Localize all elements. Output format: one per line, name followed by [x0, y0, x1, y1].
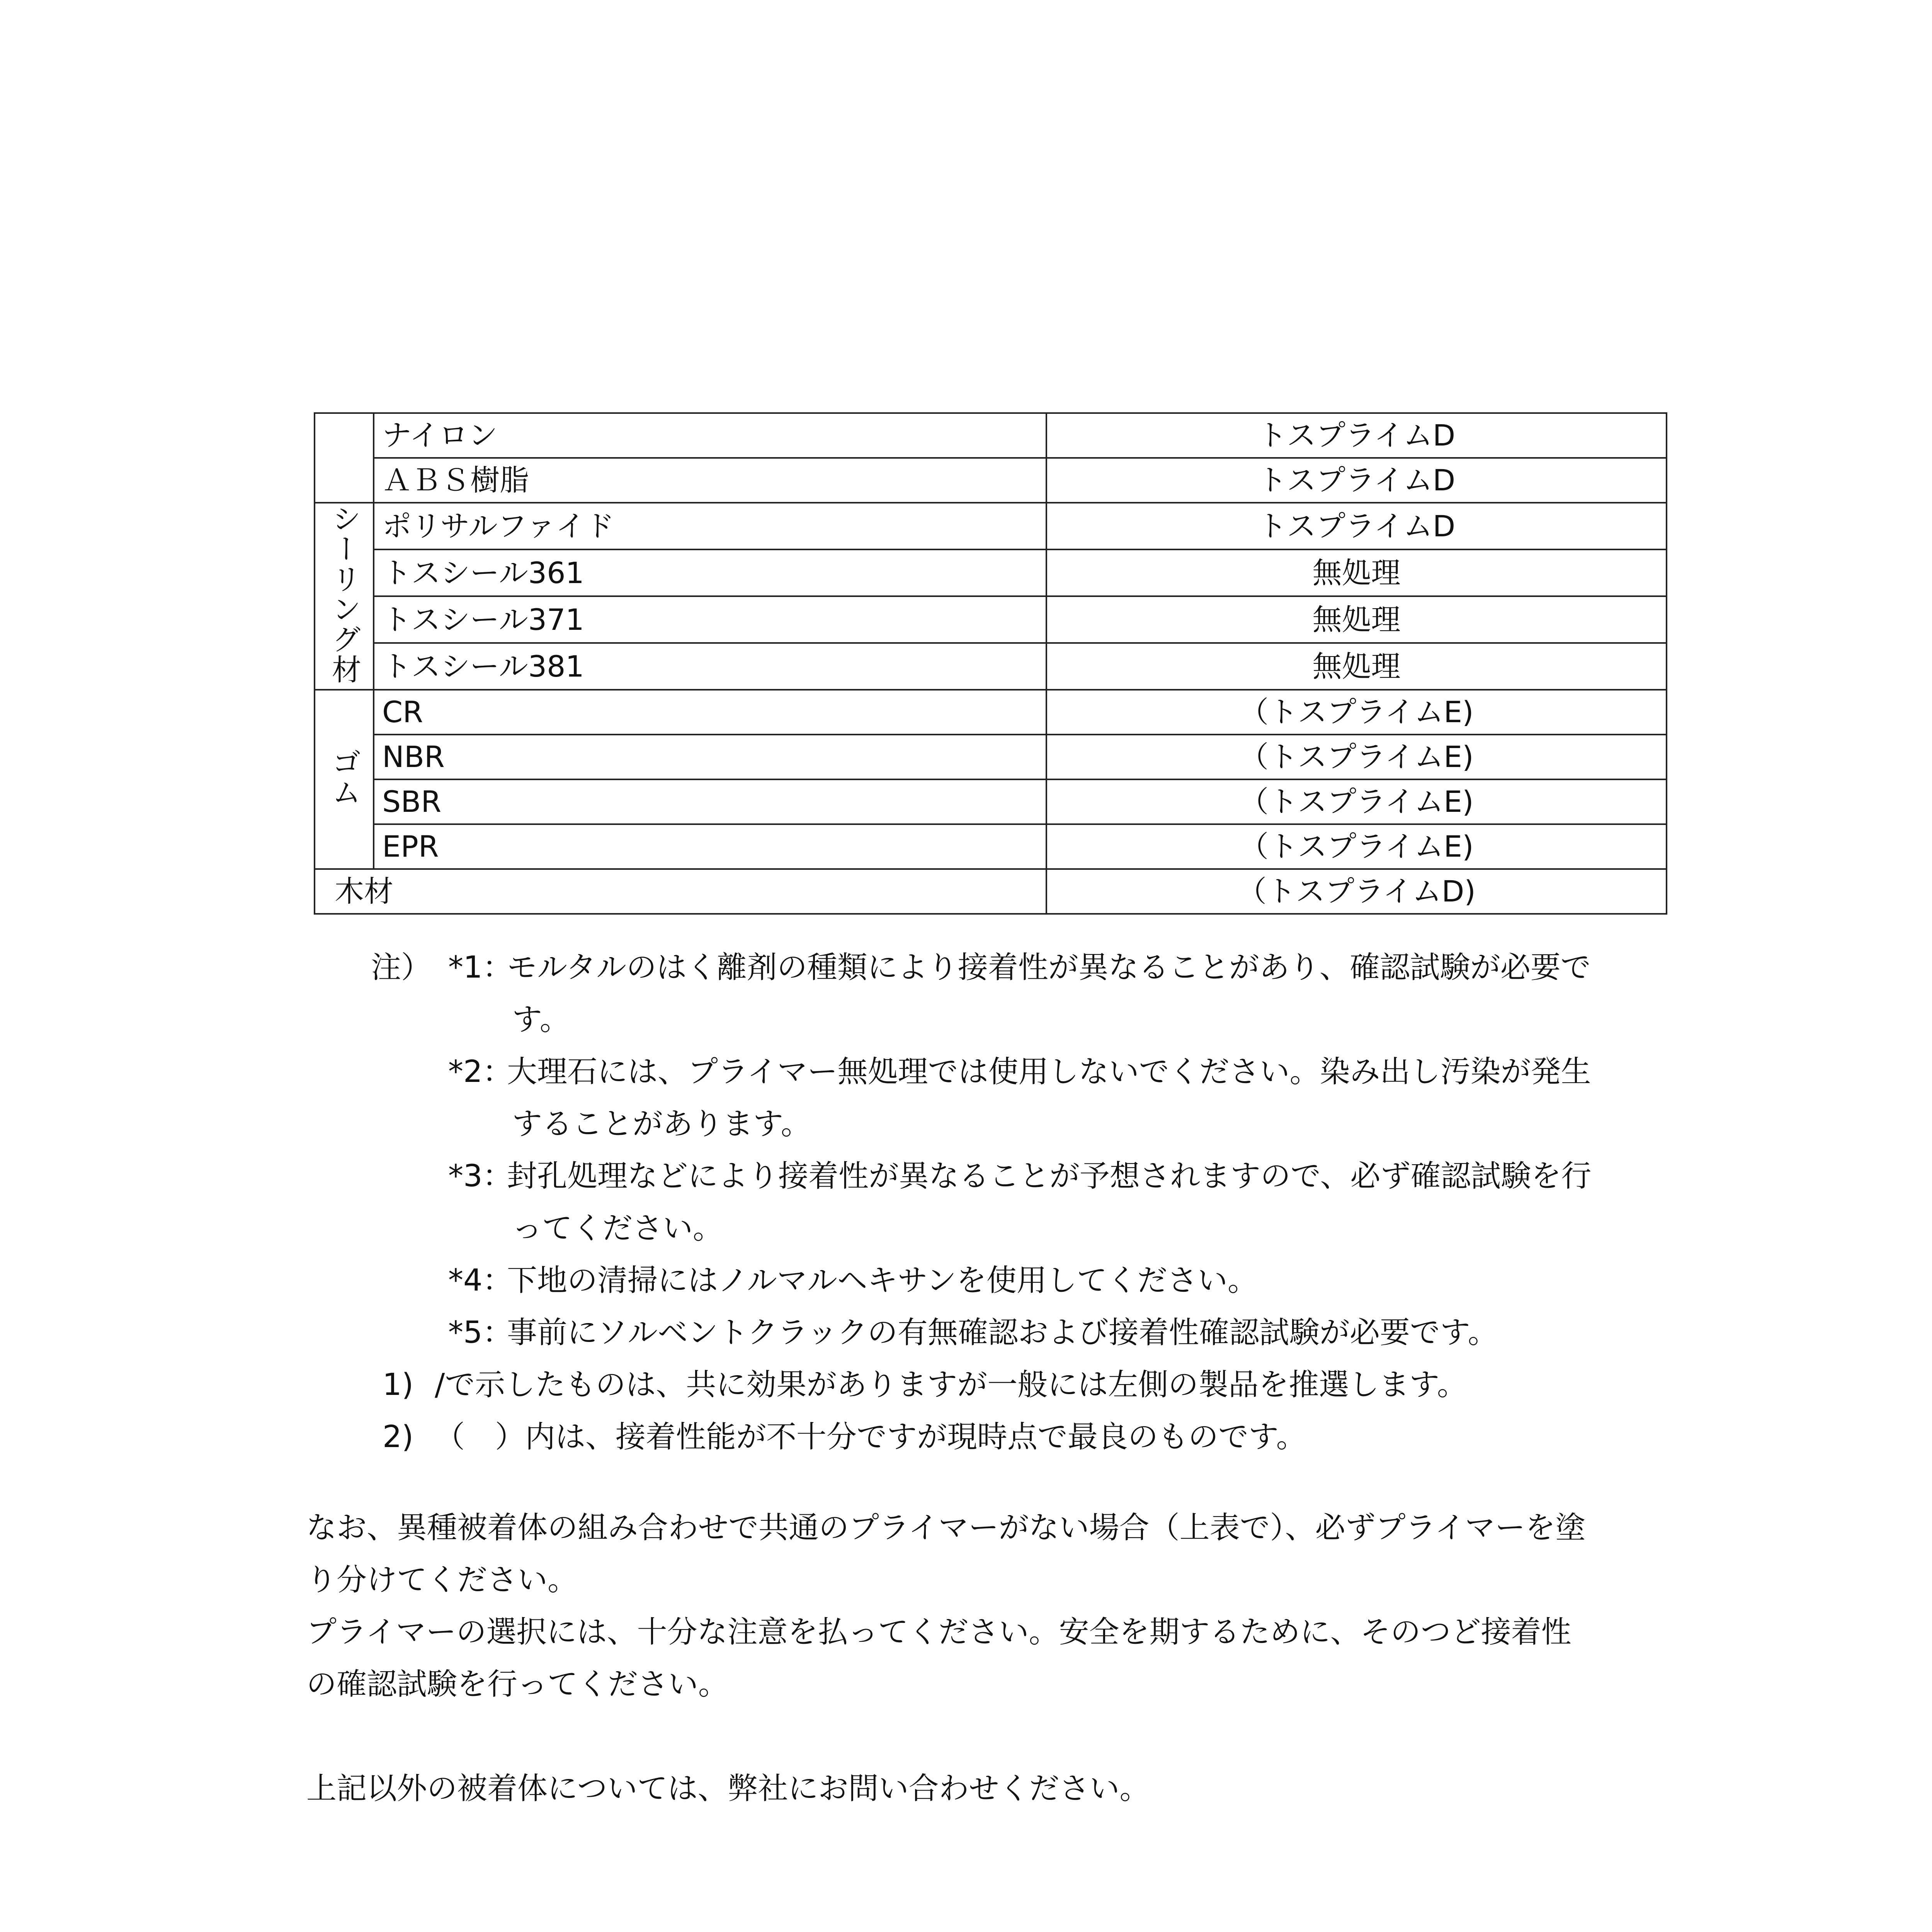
- note-text: 下地の清掃にはノルマルヘキサンを使用してください。: [507, 1263, 1258, 1298]
- primer-cell: （トスプライムE): [1046, 824, 1667, 869]
- table-row: [315, 549, 1667, 596]
- material-cell: ポリサルファイド: [374, 503, 1046, 549]
- table-row: [315, 458, 1667, 503]
- primer-cell: （トスプライムD): [1046, 869, 1667, 914]
- note-text: 封孔処理などにより接着性が異なることが予想されますので、必ず確認試験を行: [507, 1159, 1592, 1194]
- group-label-sealing: シーリング材: [327, 503, 362, 684]
- primer-cell: トスプライムD: [1046, 413, 1667, 458]
- paragraph-line: なお、異種被着体の組み合わせで共通のプライマーがない場合（上表で）、必ずプライマーを塗: [306, 1510, 1586, 1545]
- note-continuation: することがあります。: [512, 1107, 811, 1141]
- numbered-text: /で示したものは、共に効果がありますが一般には左側の製品を推選します。: [435, 1367, 1468, 1402]
- note-key: *4：: [448, 1263, 513, 1298]
- numbered-key: 2): [383, 1420, 414, 1454]
- note-key: *3：: [448, 1159, 513, 1194]
- paragraph-line: 上記以外の被着体については、弊社にお問い合わせください。: [306, 1771, 1150, 1806]
- material-cell-wood: 木材: [315, 869, 1046, 914]
- table-row: [315, 503, 1667, 549]
- table-row: [315, 643, 1667, 690]
- numbered-text: （ ）内は、接着性能が不十分ですが現時点で最良のものです。: [435, 1420, 1306, 1454]
- primer-cell: （トスプライムE): [1046, 735, 1667, 779]
- table-row: [315, 779, 1667, 824]
- table-row: [315, 413, 1667, 458]
- material-cell: CR: [374, 690, 1046, 735]
- group-cell-sealing: [315, 503, 374, 690]
- primer-cell: トスプライムD: [1046, 503, 1667, 549]
- note-key: *1：: [448, 950, 513, 985]
- note-text: モルタルのはく離剤の種類により接着性が異なることがあり、確認試験が必要で: [507, 950, 1591, 985]
- primer-cell: 無処理: [1046, 643, 1667, 690]
- table-row: [315, 869, 1667, 914]
- material-cell: トスシール371: [374, 596, 1046, 643]
- paragraph-line: プライマーの選択には、十分な注意を払ってください。安全を期するために、そのつど接着性: [306, 1615, 1571, 1650]
- note-text: 事前にソルベントクラックの有無確認および接着性確認試験が必要です。: [507, 1315, 1498, 1350]
- primer-cell: （トスプライムE): [1046, 690, 1667, 735]
- group-cell-rubber: [315, 690, 374, 869]
- note-continuation: す。: [512, 1002, 570, 1037]
- table-row: [315, 824, 1667, 869]
- primer-table: [314, 412, 1667, 915]
- paragraph-line: の確認試験を行ってください。: [306, 1667, 729, 1702]
- material-cell: ナイロン: [374, 413, 1046, 458]
- note-key: *5：: [448, 1315, 513, 1350]
- material-cell: EPR: [374, 824, 1046, 869]
- material-cell: SBR: [374, 779, 1046, 824]
- group-cell-blank: [315, 413, 374, 503]
- note-continuation: ってください。: [512, 1211, 723, 1246]
- material-cell: トスシール361: [374, 549, 1046, 596]
- material-cell: NBR: [374, 735, 1046, 779]
- notes-label: 注）: [371, 950, 432, 985]
- primer-cell: （トスプライムE): [1046, 779, 1667, 824]
- material-cell: ＡＢＳ樹脂: [374, 458, 1046, 503]
- table-row: [315, 735, 1667, 779]
- paragraph-line: り分けてください。: [306, 1563, 578, 1597]
- note-text: 大理石には、プライマー無処理では使用しないでください。染み出し汚染が発生: [507, 1054, 1591, 1089]
- table-row: [315, 596, 1667, 643]
- material-cell: トスシール381: [374, 643, 1046, 690]
- table-row: [315, 690, 1667, 735]
- primer-cell: 無処理: [1046, 596, 1667, 643]
- primer-cell: 無処理: [1046, 549, 1667, 596]
- numbered-key: 1): [383, 1367, 414, 1402]
- note-key: *2：: [448, 1054, 513, 1089]
- group-label-rubber: ゴム: [327, 747, 362, 807]
- primer-cell: トスプライムD: [1046, 458, 1667, 503]
